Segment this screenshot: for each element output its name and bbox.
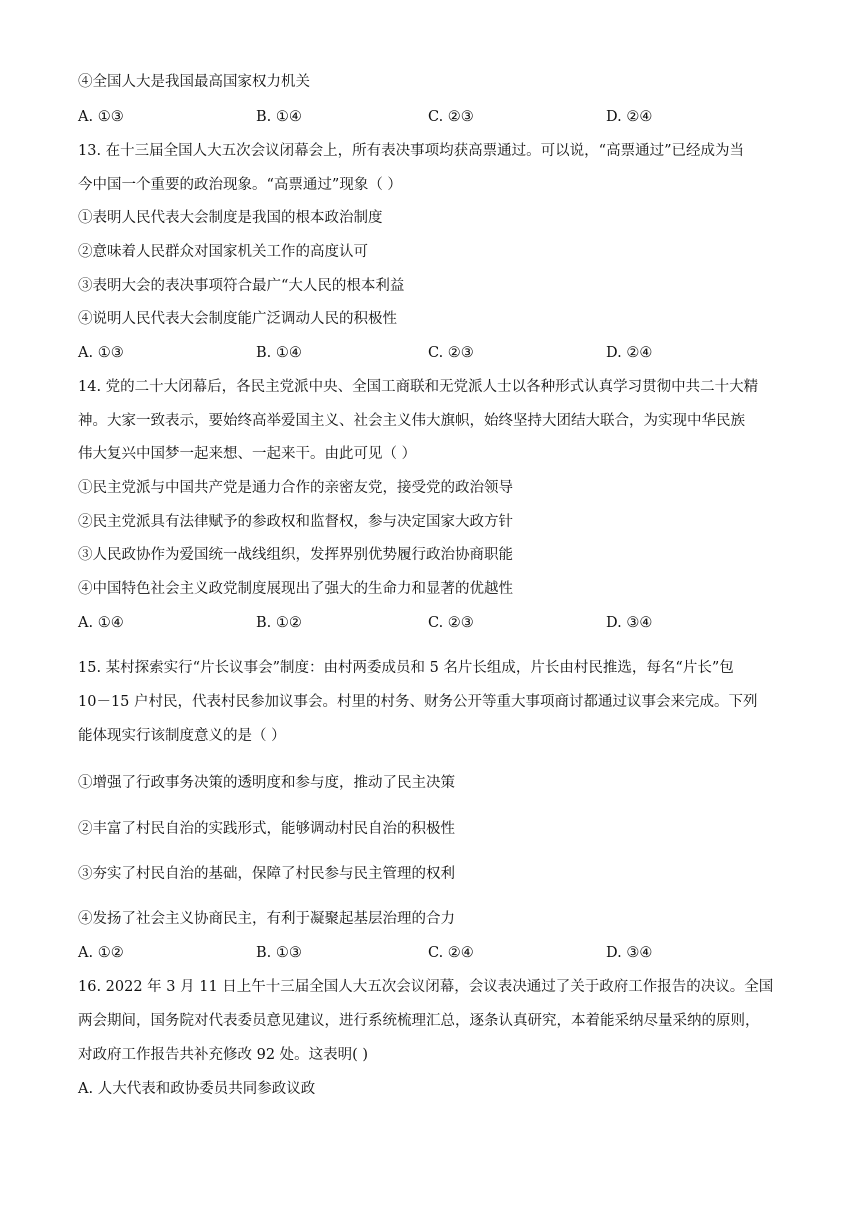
q15-statement-1: ①增强了行政事务决策的透明度和参与度，推动了民主决策 [78,775,455,791]
q12-options [78,108,788,126]
q16-option-a: A. 人大代表和政协委员共同参政议政 [78,1081,316,1097]
q14-stem-line-3: 伟大复兴中国梦一起来想、一起来干。由此可见（ ） [78,446,417,462]
q15-stem-line-1: 15. 某村探索实行“片长议事会”制度：由村两委成员和 5 名片长组成，片长由村民推选，每名“片长”包 [78,660,734,676]
q14-stem-line-1: 14. 党的二十大闭幕后，各民主党派中央、全国工商联和无党派人士以各种形式认真学习贯彻中共二十大精 [78,379,759,395]
q12-option-b: B. ①④ [256,109,302,125]
q15-option-c: C. ②④ [428,945,474,961]
q14-options [78,614,788,632]
q15-option-d: D. ③④ [606,945,653,961]
q12-option-d: D. ②④ [606,109,653,125]
q13-stem-line-1: 13. 在十三届全国人大五次会议闭幕会上，所有表决事项均获高票通过。可以说，“高票通过”已经成为当 [78,143,744,159]
q14-statement-4: ④中国特色社会主义政党制度展现出了强大的生命力和显著的优越性 [78,581,513,597]
q15-options [78,944,788,962]
q12-option-a: A. ①③ [78,109,124,125]
q14-option-c: C. ②③ [428,615,474,631]
q14-statement-3: ③人民政协作为爱国统一战线组织，发挥界别优势履行政治协商职能 [78,547,513,563]
q14-statement-1: ①民主党派与中国共产党是通力合作的亲密友党，接受党的政治领导 [78,480,513,496]
q13-option-b: B. ①④ [256,345,302,361]
q13-statement-4: ④说明人民代表大会制度能广泛调动人民的积极性 [78,311,397,327]
q14-statement-2: ②民主党派具有法律赋予的参政权和监督权，参与决定国家大政方针 [78,514,513,530]
q15-statement-2: ②丰富了村民自治的实践形式，能够调动村民自治的积极性 [78,821,455,837]
q14-option-b: B. ①② [256,615,302,631]
q13-statement-2: ②意味着人民群众对国家机关工作的高度认可 [78,244,368,260]
q13-option-c: C. ②③ [428,345,474,361]
q13-option-d: D. ②④ [606,345,653,361]
q14-option-a: A. ①④ [78,615,124,631]
q16-stem-line-3: 对政府工作报告共补充修改 92 处。这表明( ) [78,1047,369,1063]
q12-option-c: C. ②③ [428,109,474,125]
q13-statement-3: ③表明大会的表决事项符合最广“大人民的根本利益 [78,278,405,294]
q15-stem-line-3: 能体现实行该制度意义的是（ ） [78,728,286,744]
q16-stem-line-1: 16. 2022 年 3 月 11 日上午十三届全国人大五次会议闭幕，会议表决通过了关于政府工作报告的决议。全国 [78,979,774,995]
q13-options [78,344,788,362]
q12-statement-4: ④全国人大是我国最高国家权力机关 [78,74,310,90]
q14-option-d: D. ③④ [606,615,653,631]
q13-stem-line-2: 今中国一个重要的政治现象。“高票通过”现象（ ） [78,177,402,193]
q15-option-a: A. ①② [78,945,124,961]
q16-stem-line-2: 两会期间，国务院对代表委员意见建议，进行系统梳理汇总，逐条认真研究，本着能采纳尽量采纳的原则， [78,1013,760,1029]
q15-option-b: B. ①③ [256,945,302,961]
q15-statement-3: ③夯实了村民自治的基础，保障了村民参与民主管理的权利 [78,866,455,882]
q15-stem-line-2: 10－15 户村民，代表村民参加议事会。村里的村务、财务公开等重大事项商讨都通过议事会来完成。下列 [78,694,758,710]
q13-option-a: A. ①③ [78,345,124,361]
q15-statement-4: ④发扬了社会主义协商民主，有利于凝聚起基层治理的合力 [78,911,455,927]
q13-statement-1: ①表明人民代表大会制度是我国的根本政治制度 [78,210,383,226]
q14-stem-line-2: 神。大家一致表示，要始终高举爱国主义、社会主义伟大旗帜，始终坚持大团结大联合，为实现中华民族 [78,413,745,429]
